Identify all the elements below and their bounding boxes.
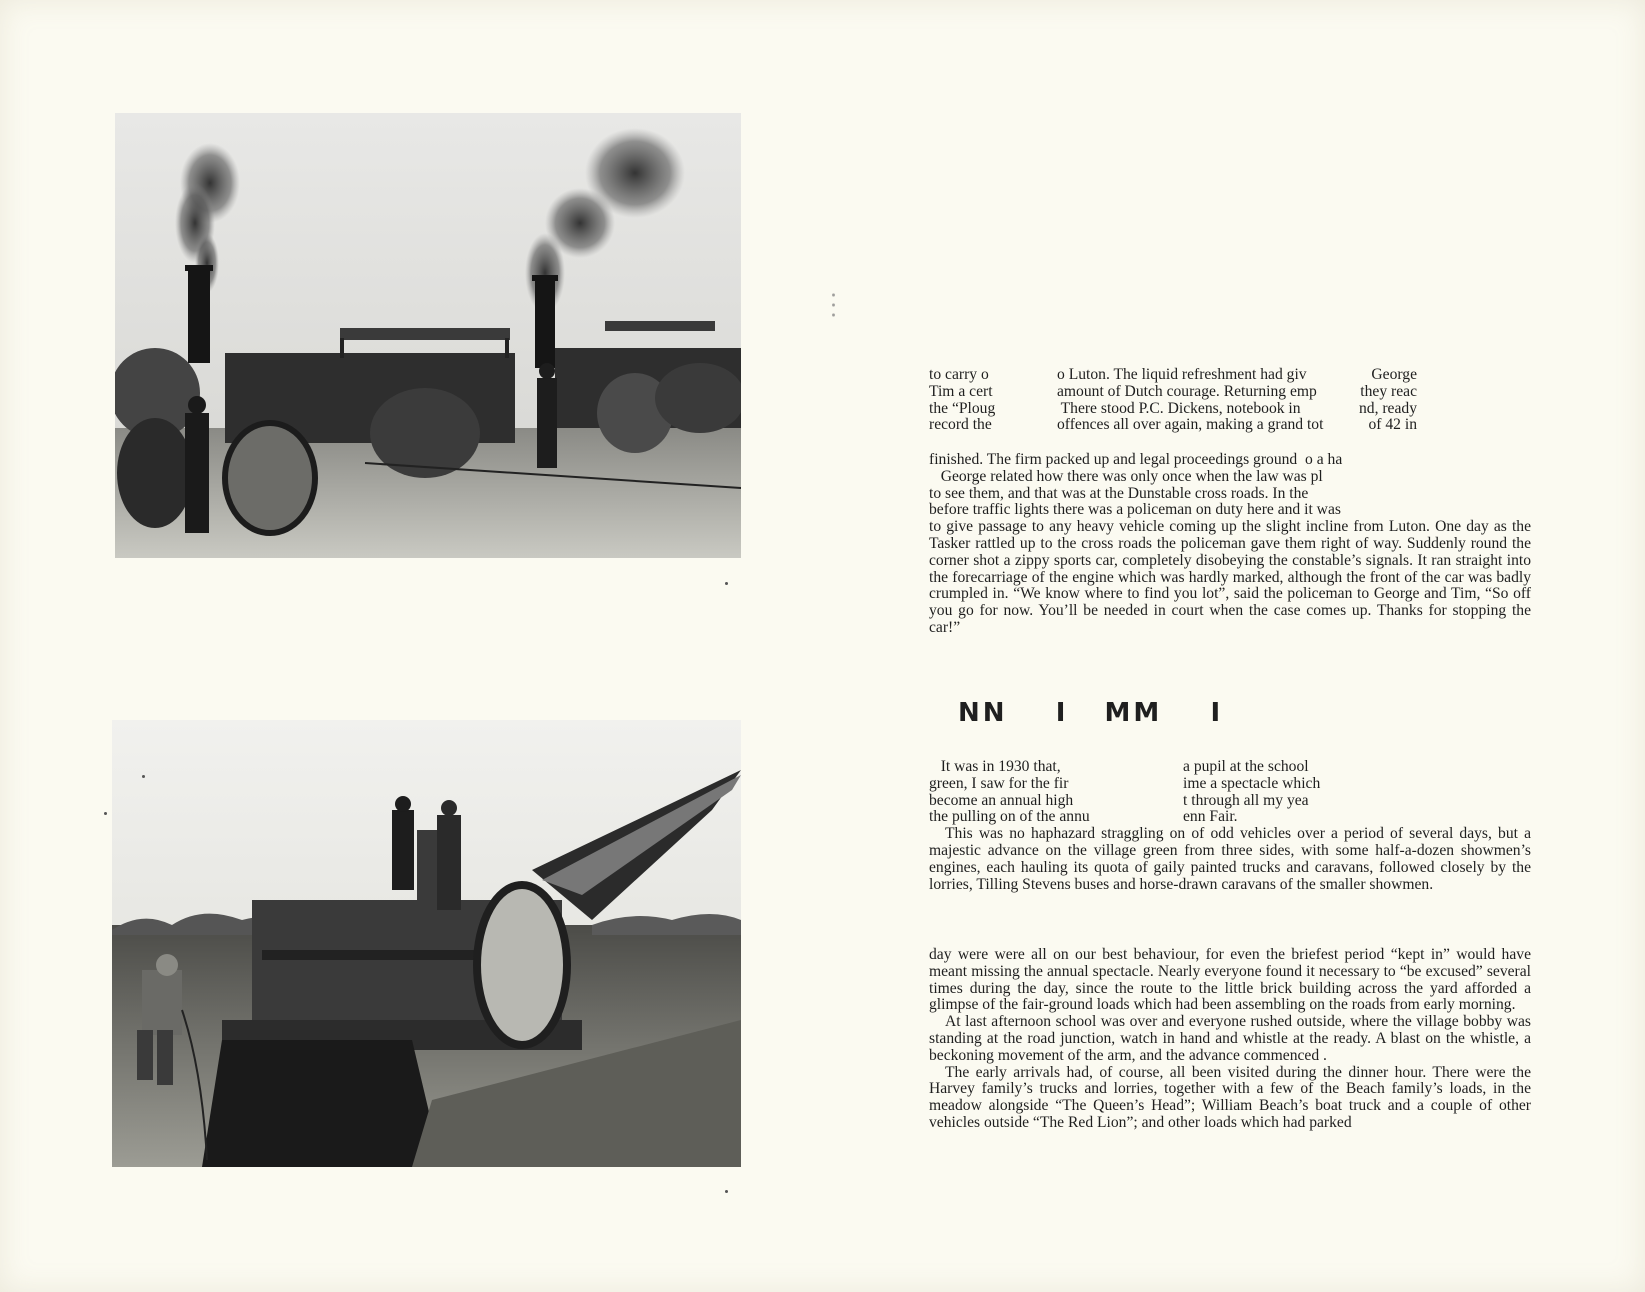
fragment-cell: record the [929, 416, 992, 434]
fragment-cell: green, I saw for the fir [929, 774, 1069, 792]
text-paragraph: The early arrivals had, of course, all been visited during the dinner hour. There were the Harvey family’s trucks and lorries, together with a few of the Beach family’s loads, in the meadow alongside “The Queen’s Head”; William Beach’s boat truck and a couple of other vehicles outside “The Red Lion”; and other loads which had parked [929, 1063, 1531, 1131]
speck [725, 1190, 728, 1193]
speck [725, 582, 728, 585]
text-paragraph: to give passage to any heavy vehicle coming up the slight incline from Luton. One day as the Tasker rattled up to the cross roads the policeman gave them right of way. Suddenly round the corner shot a zippy sports car, completely disobeying the constable’s signals. It ran straight into the forecarriage of the engine which was hardly marked, although the front of the car was badly crumpled in. “We know where to find you lot”, said the policeman to George and Tim, “So off you go for now. You’ll be needed in court when the case comes up. Thanks for stopping the car!” [929, 518, 1531, 636]
fragment-cell: It was in 1930 that, [929, 758, 1061, 775]
text-line: finished. The firm packed up and legal proceedings ground o a ha [929, 451, 1343, 468]
fragment-cell: the pulling on of the annu [929, 808, 1090, 826]
text-line: George related how there was only once when the law was pl [929, 467, 1323, 485]
fragment-cell: o Luton. The liquid refreshment had giv [1057, 366, 1307, 383]
text-line: to see them, and that was at the Dunstable cross roads. In the [929, 484, 1309, 502]
text-paragraph: At last afternoon school was over and everyone rushed outside, where the village bobby was standing at the road junction, watch in hand and whistle at the ready. A blast on the whistle, a beckoning movement of the arm, and the advance commenced . [929, 1013, 1531, 1064]
fair-intro-paragraph [929, 759, 1531, 893]
fragment-cell: Tim a cert [929, 382, 993, 400]
dunstable-paragraph [929, 452, 1531, 637]
fragment-cell: offences all over again, making a grand tot [1057, 416, 1324, 434]
plough-machine-image [112, 720, 741, 1167]
fragment-cell: they reac [1360, 382, 1417, 400]
speck [142, 775, 145, 778]
fragment-cell: amount of Dutch courage. Returning emp [1057, 382, 1317, 400]
fragment-grid [929, 759, 1531, 826]
section-heading: NN I MM I [958, 698, 1224, 728]
fragment-cell: enn Fair. [1183, 808, 1238, 826]
fragment-cell: ime a spectacle which [1183, 774, 1321, 792]
speck [104, 812, 107, 815]
fragment-cell: There stood P.C. Dickens, notebook in [1057, 399, 1301, 417]
photo-plough-machine [112, 720, 741, 1167]
text-line: before traffic lights there was a policeman on duty here and it was [929, 501, 1341, 519]
fragment-cell: George [1371, 366, 1417, 383]
fragment-cell: of 42 in [1368, 416, 1417, 434]
text-paragraph: This was no haphazard straggling on of odd vehicles over a period of several days, but a majestic advance on the village green from three sides, with some half-a-dozen showmen’s engines, each hauling its quota of gaily painted trucks and caravans, followed closely by the lorries, Tilling Stevens buses and horse-drawn caravans of the smaller showmen. [929, 825, 1531, 893]
fragment-cell: t through all my yea [1183, 791, 1309, 809]
text-paragraph: day were were all on our best behaviour, for even the briefest period “kept in” would have meant missing the annual spectacle. Nearly everyone found it necessary to “be excused” several times during the day, since the route to the little brick building across the yard afforded a glimpse of the fair-ground loads which had been assembling on the roads from early morning. [929, 946, 1531, 1014]
fragment-paragraph-top [929, 367, 1531, 434]
fragment-cell: a pupil at the school [1183, 758, 1309, 775]
school-day-paragraphs [929, 947, 1531, 1132]
fragment-cell: to carry o [929, 366, 989, 383]
photo-steam-engines [115, 113, 741, 558]
fragment-cell: nd, ready [1358, 399, 1417, 417]
fragment-cell: become an annual high [929, 791, 1074, 809]
fragment-grid [929, 367, 1531, 434]
steam-engines-image [115, 113, 741, 558]
fragment-cell: the “Ploug [929, 399, 996, 417]
page-fold-marks [832, 290, 835, 320]
